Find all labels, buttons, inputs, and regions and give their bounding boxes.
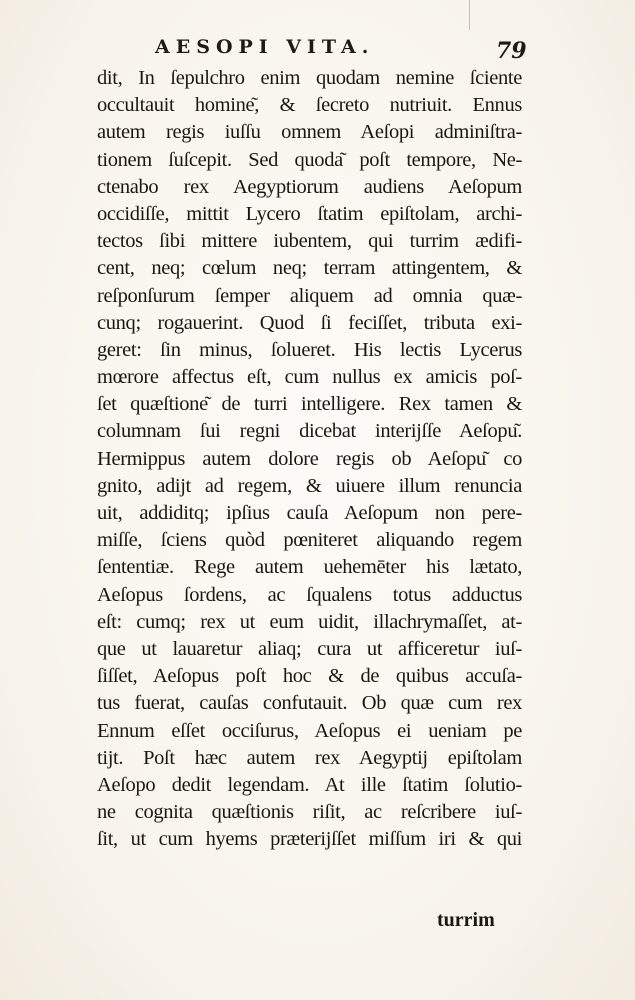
running-head: AESOPI VITA. [155, 36, 375, 58]
text-line: columnam ſui regni dicebat interijſſe Aeſopu͂. [97, 420, 522, 443]
text-line: tijt. Poſt hæc autem rex Aegyptij epiſtolam [97, 746, 522, 769]
page-number: 79 [496, 38, 527, 64]
text-line: eſt: cumq; rex ut eum uidit, illachrymaſſet, at- [97, 610, 522, 633]
text-line: tectos ſibi mittere iubentem, qui turrim ædifi- [97, 230, 522, 253]
text-line: Hermippus autem dolore regis ob Aeſopu͂ co [97, 447, 522, 470]
text-line: Ennum eſſet occiſurus, Aeſopus ei ueniam pe [97, 719, 522, 742]
text-line: geret: ſin minus, ſolueret. His lectis Lycerus [97, 338, 522, 361]
catchword: turrim [437, 909, 495, 931]
text-line: gnito, adijt ad regem, & uiuere illum renuncia [97, 474, 522, 497]
text-line: dit, In ſepulchro enim quodam nemine ſciente [97, 67, 522, 89]
gutter-line [469, 0, 470, 30]
text-line: uit, addiditq; ipſius cauſa Aeſopum non pere- [97, 502, 522, 524]
text-line: occultauit homine͂, & ſecreto nutriuit. Ennus [97, 94, 522, 117]
text-line: mœrore affectus eſt, cum nullus ex amicis poſ- [97, 366, 522, 389]
body-text [97, 65, 522, 853]
text-line: cent, neq; cœlum neq; terram attingentem, & [97, 257, 522, 280]
text-line: tionem ſuſcepit. Sed quoda͂ poſt tempore, Ne- [97, 148, 522, 171]
text-line: ctenabo rex Aegyptiorum audiens Aeſopum [97, 175, 522, 198]
text-line: ne cognita quæſtionis riſit, ac reſcribere iuſ- [97, 801, 522, 824]
text-line: Aeſopus ſordens, ac ſqualens totus adductus [97, 583, 522, 606]
text-line: que ut lauaretur aliaq; cura ut afficeretur iuſ- [97, 637, 522, 660]
text-line: occidiſſe, mittit Lycero ſtatim epiſtolam, archi- [97, 202, 522, 225]
text-line: cunq; rogauerint. Quod ſi feciſſet, tributa exi- [97, 311, 522, 334]
text-line: ſententiæ. Rege autem uehemēter his lætato, [97, 556, 522, 579]
text-line: miſſe, ſciens quòd pœniteret aliquando regem [97, 529, 522, 552]
text-line: autem regis iuſſu omnem Aeſopi adminiſtra- [97, 121, 522, 144]
text-line: reſponſurum ſemper aliquem ad omnia quæ- [97, 284, 522, 307]
text-line: Aeſopo dedit legendam. At ille ſtatim ſolutio- [97, 773, 522, 796]
text-line: ſet quæſtione͂ de turri intelligere. Rex tamen & [97, 393, 522, 416]
text-line: ſit, ut cum hyems præterijſſet miſſum iri & qui [97, 828, 522, 851]
text-line: ſiſſet, Aeſopus poſt hoc & de quibus accuſa- [97, 665, 522, 688]
text-line: tus fuerat, cauſas confutauit. Ob quæ cum rex [97, 692, 522, 715]
